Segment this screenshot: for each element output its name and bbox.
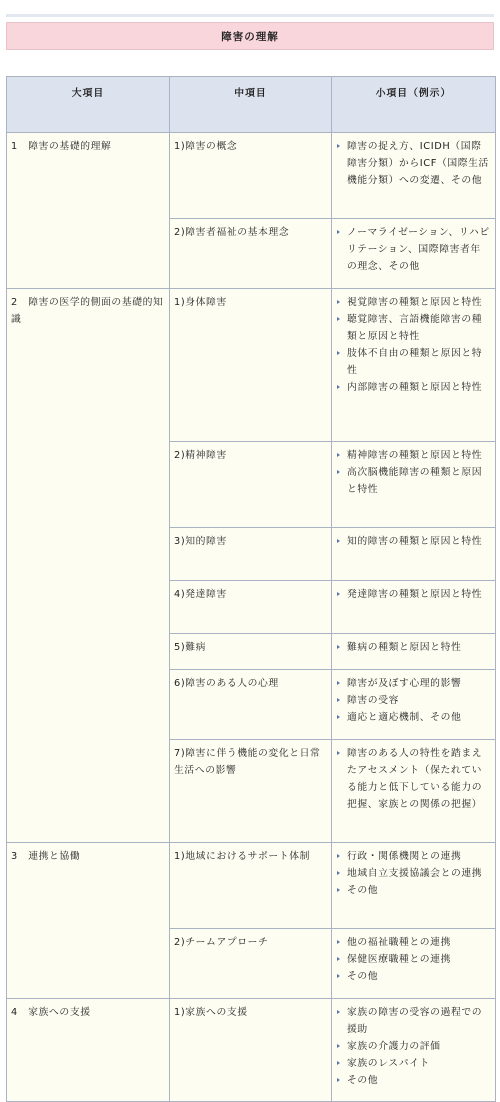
list-item: 肢体不自由の種類と原因と特性 (337, 345, 491, 379)
minor-item-list (337, 533, 491, 550)
mid-item-cell: 2)精神障害 (170, 442, 332, 528)
list-item: 知的障害の種類と原因と特性 (337, 533, 491, 550)
mid-item-cell: 1)障害の概念 (170, 133, 332, 219)
minor-item-cell (332, 634, 496, 670)
minor-item-list (337, 639, 491, 656)
minor-item-list (337, 745, 491, 813)
table-row (7, 999, 496, 1102)
list-item: 視覚障害の種類と原因と特性 (337, 294, 491, 311)
minor-item-cell (332, 133, 496, 219)
header-minor: 小項目（例示） (332, 77, 496, 133)
mid-item-cell: 1)家族への支援 (170, 999, 332, 1102)
header-mid: 中項目 (170, 77, 332, 133)
mid-item-cell: 5)難病 (170, 634, 332, 670)
table-row (7, 289, 496, 442)
minor-item-list (337, 224, 491, 275)
list-item: その他 (337, 1072, 491, 1089)
curriculum-table (6, 76, 496, 1102)
minor-item-list (337, 586, 491, 603)
top-rule (6, 14, 494, 17)
mid-item-cell: 4)発達障害 (170, 581, 332, 634)
minor-item-cell (332, 740, 496, 843)
list-item: ノーマライゼーション、リハビリテーション、国際障害者年の理念、その他 (337, 224, 491, 275)
major-item-cell: 4 家族への支援 (7, 999, 170, 1102)
minor-item-cell (332, 289, 496, 442)
minor-item-cell (332, 929, 496, 999)
list-item: 障害が及ぼす心理的影響 (337, 675, 491, 692)
list-item: 保健医療職種との連携 (337, 951, 491, 968)
mid-item-cell: 1)身体障害 (170, 289, 332, 442)
mid-item-cell: 2)障害者福祉の基本理念 (170, 219, 332, 289)
minor-item-cell (332, 581, 496, 634)
list-item: 適応と適応機制、その他 (337, 709, 491, 726)
minor-item-list (337, 934, 491, 985)
list-item: 高次脳機能障害の種類と原因と特性 (337, 464, 491, 498)
list-item: 精神障害の種類と原因と特性 (337, 447, 491, 464)
major-item-cell: 2 障害の医学的側面の基礎的知識 (7, 289, 170, 843)
list-item: 家族の障害の受容の過程での援助 (337, 1004, 491, 1038)
list-item: 内部障害の種類と原因と特性 (337, 379, 491, 396)
header-major: 大項目 (7, 77, 170, 133)
list-item: 他の福祉職種との連携 (337, 934, 491, 951)
table-header-row (7, 77, 496, 133)
minor-item-cell (332, 528, 496, 581)
major-item-cell: 1 障害の基礎的理解 (7, 133, 170, 289)
mid-item-cell: 3)知的障害 (170, 528, 332, 581)
minor-item-list (337, 675, 491, 726)
minor-item-cell (332, 219, 496, 289)
list-item: その他 (337, 882, 491, 899)
list-item: 障害の捉え方、ICIDH（国際障害分類）からICF（国際生活機能分類）への変遷、その他 (337, 138, 491, 189)
mid-item-cell: 6)障害のある人の心理 (170, 670, 332, 740)
list-item: 聴覚障害、言語機能障害の種類と原因と特性 (337, 311, 491, 345)
list-item: 家族の介護力の評価 (337, 1038, 491, 1055)
minor-item-cell (332, 843, 496, 929)
minor-item-cell (332, 999, 496, 1102)
list-item: 障害の受容 (337, 692, 491, 709)
mid-item-cell: 2)チームアプローチ (170, 929, 332, 999)
page-title: 障害の理解 (6, 22, 494, 50)
minor-item-list (337, 848, 491, 899)
mid-item-cell: 1)地域におけるサポート体制 (170, 843, 332, 929)
table-row (7, 843, 496, 929)
minor-item-cell (332, 442, 496, 528)
minor-item-list (337, 1004, 491, 1089)
minor-item-list (337, 447, 491, 498)
list-item: 障害のある人の特性を踏まえたアセスメント（保たれている能力と低下している能力の把握、家族との関係の把握） (337, 745, 491, 813)
list-item: 家族のレスパイト (337, 1055, 491, 1072)
minor-item-list (337, 138, 491, 189)
list-item: その他 (337, 968, 491, 985)
major-item-cell: 3 連携と協働 (7, 843, 170, 999)
list-item: 発達障害の種類と原因と特性 (337, 586, 491, 603)
table-row (7, 133, 496, 219)
minor-item-cell (332, 670, 496, 740)
list-item: 行政・関係機関との連携 (337, 848, 491, 865)
table-body (7, 133, 496, 1102)
minor-item-list (337, 294, 491, 396)
mid-item-cell: 7)障害に伴う機能の変化と日常生活への影響 (170, 740, 332, 843)
list-item: 地域自立支援協議会との連携 (337, 865, 491, 882)
list-item: 難病の種類と原因と特性 (337, 639, 491, 656)
